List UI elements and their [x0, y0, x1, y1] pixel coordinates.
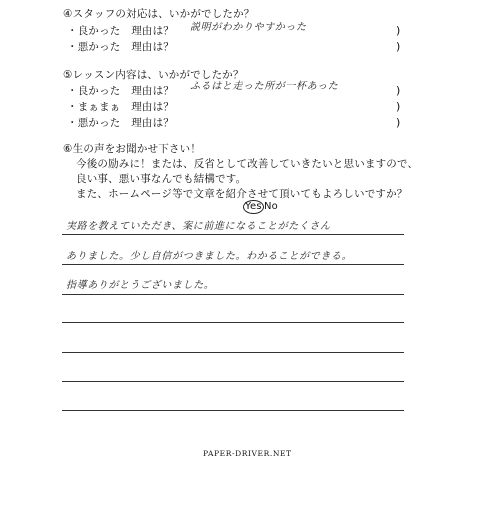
writing-rule-3 [62, 294, 404, 295]
handwritten-line-3: 指導ありがとうございました。 [66, 280, 215, 291]
q6-body-line-3: また、ホームページ等で文章を紹介させて頂いてもよろしいですか？ [76, 188, 408, 200]
writing-rule-6 [62, 381, 404, 382]
q5-option-bad-label: ・悪かった 理由は？ [67, 117, 174, 129]
q4-option-bad-close-paren: ) [396, 40, 401, 53]
q5-option-good-answer: ふるはと走った所が一杯あった [190, 81, 339, 92]
q4-title: ④スタッフの対応は、いかがでしたか？ [63, 8, 255, 20]
q5-option-good-label: ・良かった 理由は？ [67, 85, 174, 97]
footer-brand: PAPER-DRIVER.NET [203, 449, 292, 458]
q6-body-line-1: 今後の励みに！または、反省として改善していきたいと思いますので、 [76, 158, 419, 170]
handwritten-line-2: ありました。少し自信がつきました。わかることができる。 [66, 251, 353, 262]
writing-rule-4 [62, 322, 404, 323]
q4-option-bad-label: ・悪かった 理由は？ [67, 41, 174, 53]
q6-title: ⑥生の声をお聞かせ下さい！ [63, 143, 202, 155]
q5-option-good-close-paren: ) [396, 84, 401, 97]
q4-option-good-answer: 説明がわかりやすかった [190, 22, 307, 33]
writing-rule-7 [62, 410, 404, 411]
q6-body-line-2: 良い事、悪い事なんでも結構です。 [76, 173, 247, 185]
q5-title: ⑤レッスン内容は、いかがでしたか？ [63, 69, 244, 81]
writing-rule-1 [62, 234, 404, 235]
q5-option-fair-label: ・まぁまぁ 理由は？ [67, 101, 174, 113]
writing-rule-2 [62, 264, 404, 265]
q5-option-fair-close-paren: ) [396, 100, 401, 113]
q5-option-bad-close-paren: ) [396, 116, 401, 129]
writing-rule-5 [62, 352, 404, 353]
q4-option-good-close-paren: ) [396, 24, 401, 37]
no-option: No [264, 201, 278, 212]
q4-option-good-label: ・良かった 理由は？ [67, 25, 174, 37]
yes-option: Yes [245, 201, 262, 212]
handwritten-line-1: 実路を教えていただき、案に前進になることがたくさん [66, 221, 331, 232]
